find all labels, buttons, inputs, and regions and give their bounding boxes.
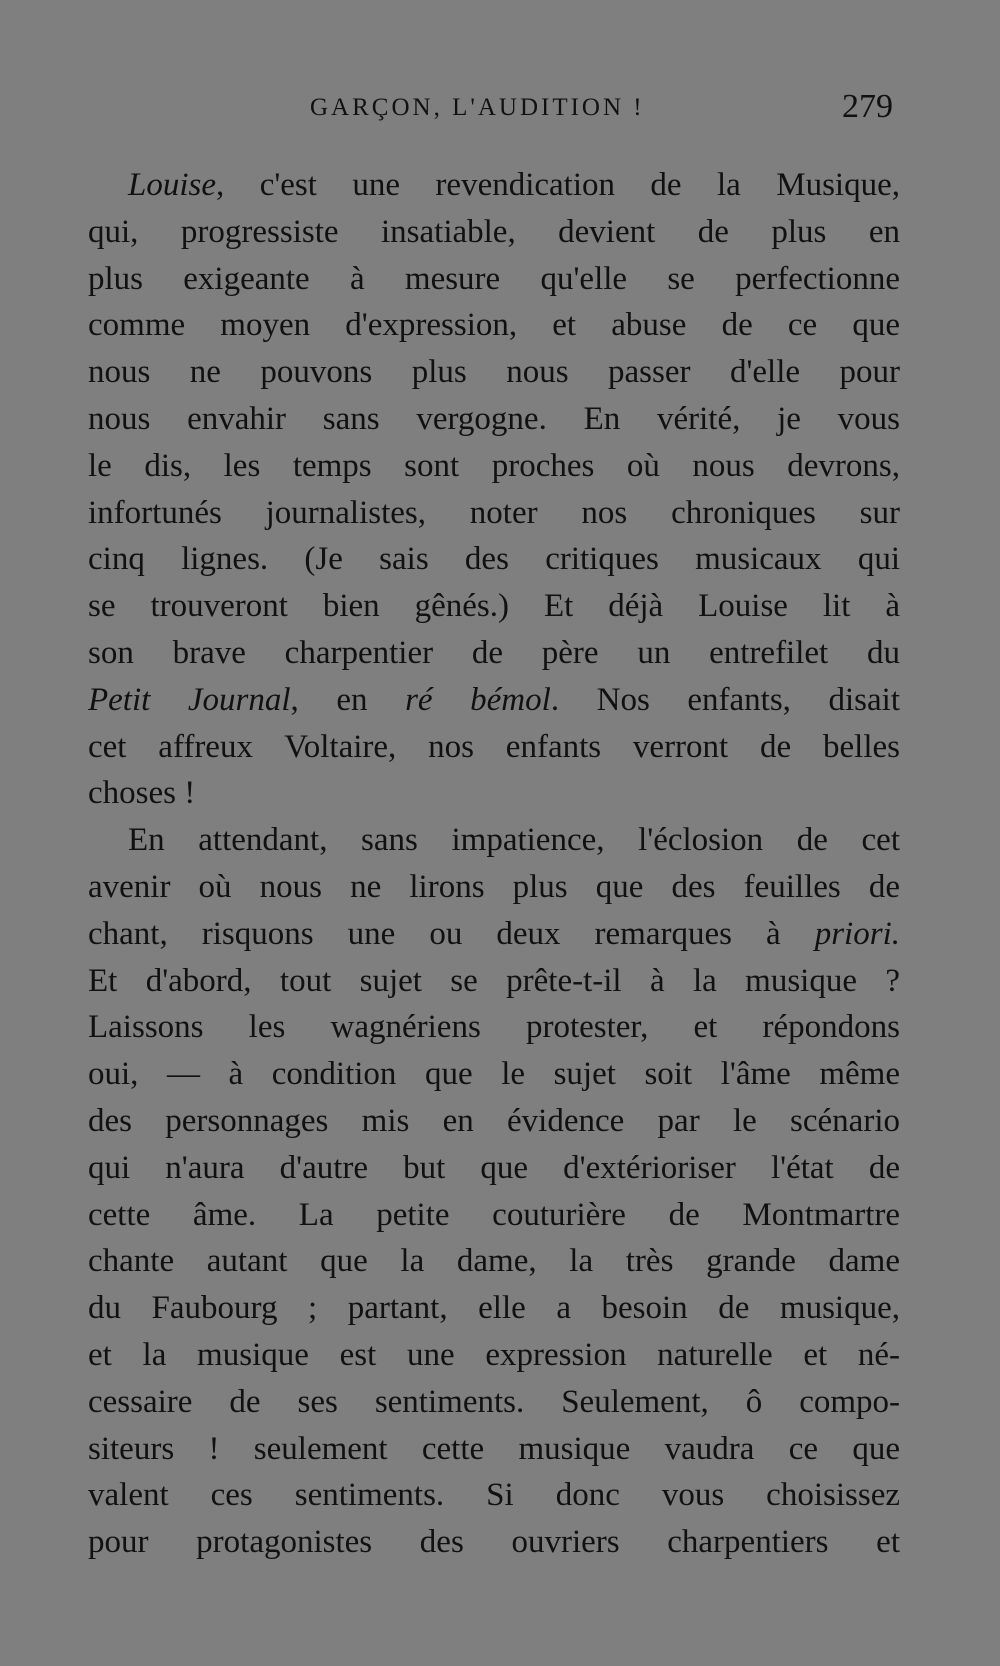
text-span: , en xyxy=(290,681,406,718)
text-line xyxy=(88,911,900,958)
text-line: nous envahir sans vergogne. En vérité, je vous xyxy=(88,400,900,437)
text-line: se trouveront bien gênés.) Et déjà Louise lit à xyxy=(88,588,900,625)
text-line: le dis, les temps sont proches où nous devrons, xyxy=(88,447,900,484)
italic-title-louise: Louise xyxy=(128,167,217,203)
text-line: Et d'abord, tout sujet se prête-t-il à la musique ? xyxy=(88,962,900,999)
text-line: Laissons les wagnériens protester, et répondons xyxy=(88,1009,900,1046)
text-line: qui, progressiste insatiable, devient de plus en xyxy=(88,213,900,250)
text-line: des personnages mis en évidence par le scénario xyxy=(88,1102,900,1139)
text-span: chant, risquons une ou deux remarques à xyxy=(88,915,815,952)
text-line: et la musique est une expression naturelle et né- xyxy=(88,1336,900,1373)
text-line: cinq lignes. (Je sais des critiques musicaux qui xyxy=(88,541,900,578)
italic-priori: priori. xyxy=(814,915,900,952)
text-line: siteurs ! seulement cette musique vaudra ce que xyxy=(88,1430,900,1467)
body-text xyxy=(88,162,900,1566)
text-line: pour protagonistes des ouvriers charpentiers et xyxy=(88,1524,900,1561)
text-line: qui n'aura d'autre but que d'extérioriser l'état de xyxy=(88,1149,900,1186)
text-line: choses ! xyxy=(88,775,196,812)
text-line: avenir où nous ne lirons plus que des feuilles de xyxy=(88,868,900,905)
text-line: valent ces sentiments. Si donc vous choisissez xyxy=(88,1477,900,1514)
text-span: . Nos enfants, disait xyxy=(550,681,900,718)
italic-re-bemol: ré bémol xyxy=(405,681,551,718)
text-line: nous ne pouvons plus nous passer d'elle pour xyxy=(88,354,900,391)
text-line: du Faubourg ; partant, elle a besoin de musique, xyxy=(88,1290,900,1327)
running-title: GARÇON, L'AUDITION ! xyxy=(310,94,645,121)
text-line: comme moyen d'expression, et abuse de ce que xyxy=(88,307,900,344)
text-line xyxy=(88,162,900,209)
text-line: chante autant que la dame, la très grande dame xyxy=(88,1243,900,1280)
text-line: plus exigeante à mesure qu'elle se perfectionne xyxy=(88,260,900,297)
italic-title-petit-journal: Petit Journal xyxy=(88,681,291,718)
text-line xyxy=(88,677,900,724)
text-line: oui, — à condition que le sujet soit l'âme même xyxy=(88,1056,900,1093)
text-line: cet affreux Voltaire, nos enfants verront de belles xyxy=(88,728,900,765)
text-span: , c'est une revendication de la Musique, xyxy=(216,167,900,203)
page-number: 279 xyxy=(842,88,893,125)
text-line: son brave charpentier de père un entrefilet du xyxy=(88,634,900,671)
text-line: cessaire de ses sentiments. Seulement, ô compo- xyxy=(88,1383,900,1420)
text-line: En attendant, sans impatience, l'éclosion de cet xyxy=(128,822,900,859)
text-line: infortunés journalistes, noter nos chroniques sur xyxy=(88,494,900,531)
text-line: cette âme. La petite couturière de Montmartre xyxy=(88,1196,900,1233)
